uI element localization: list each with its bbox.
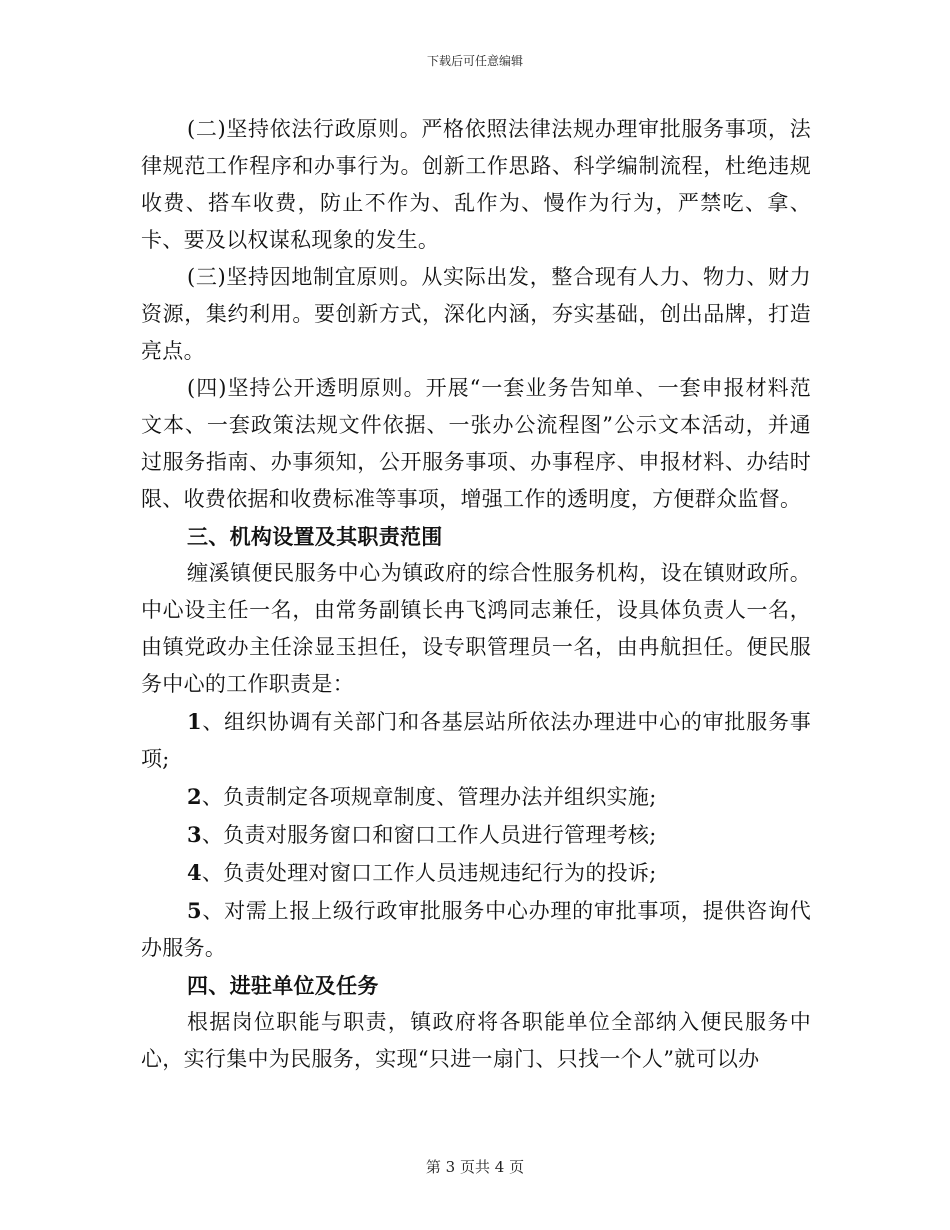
document-body	[141, 111, 811, 1078]
duty-item-number: 1	[187, 709, 202, 734]
page-header: 下载后可任意编辑	[426, 54, 523, 68]
paragraph-organization: 缠溪镇便民服务中心为镇政府的综合性服务机构，设在镇财政所。中心设主任一名，由常务副镇长冉飞鸿同志兼任，设具体负责人一名，由镇党政办主任涂显玉担任，设专职管理员一名，由冉航担任。便民服务中心的工作职责是：	[141, 561, 811, 696]
duty-item-text: 、对需上报上级行政审批服务中心办理的审批事项，提供咨询代办服务。	[141, 899, 811, 960]
duty-item-number: 5	[187, 898, 202, 923]
page-number: 第 3 页共 4 页	[425, 1158, 525, 1176]
paragraph-principle-4: (四)坚持公开透明原则。开展“一套业务告知单、一套申报材料范文本、一套政策法规文件依据、一张办公流程图”公示文本活动，并通过服务指南、办事须知，公开服务事项、办事程序、申报材料、办结时限、收费依据和收费标准等事项，增强工作的透明度，方便群众监督。	[141, 376, 811, 511]
duty-item-text: 、负责制定各项规章制度、管理办法并组织实施;	[201, 785, 657, 809]
duty-item-2	[141, 778, 811, 816]
paragraph-principle-2: (二)坚持依法行政原则。严格依照法律法规办理审批服务事项，法律规范工作程序和办事行为。创新工作思路、科学编制流程，杜绝违规收费、搭车收费，防止不作为、乱作为、慢作为行为，严禁吃、拿、卡、要及以权谋私现象的发生。	[141, 117, 811, 252]
duty-item-5	[141, 892, 811, 967]
duty-item-number: 2	[187, 784, 202, 809]
paragraph-principle-3: (三)坚持因地制宜原则。从实际出发，整合现有人力、物力、财力资源，集约利用。要创新方式，深化内涵，夯实基础，创出品牌，打造亮点。	[141, 265, 811, 363]
duty-item-1	[141, 703, 811, 778]
paragraph-units: 根据岗位职能与职责，镇政府将各职能单位全部纳入便民服务中心，实行集中为民服务，实现“只进一扇门、只找一个人”就可以办	[141, 1010, 811, 1071]
duty-item-number: 3	[187, 822, 202, 847]
section-heading-4: 四、进驻单位及任务	[187, 973, 379, 998]
duty-item-text: 、负责对服务窗口和窗口工作人员进行管理考核;	[201, 823, 657, 847]
duty-item-text: 、组织协调有关部门和各基层站所依法办理进中心的审批服务事项;	[141, 710, 811, 771]
section-heading-3: 三、机构设置及其职责范围	[187, 524, 443, 549]
duty-item-number: 4	[187, 860, 202, 885]
duty-item-3	[141, 816, 811, 854]
duty-item-4	[141, 854, 811, 892]
duty-item-text: 、负责处理对窗口工作人员违规违纪行为的投诉;	[201, 861, 657, 885]
